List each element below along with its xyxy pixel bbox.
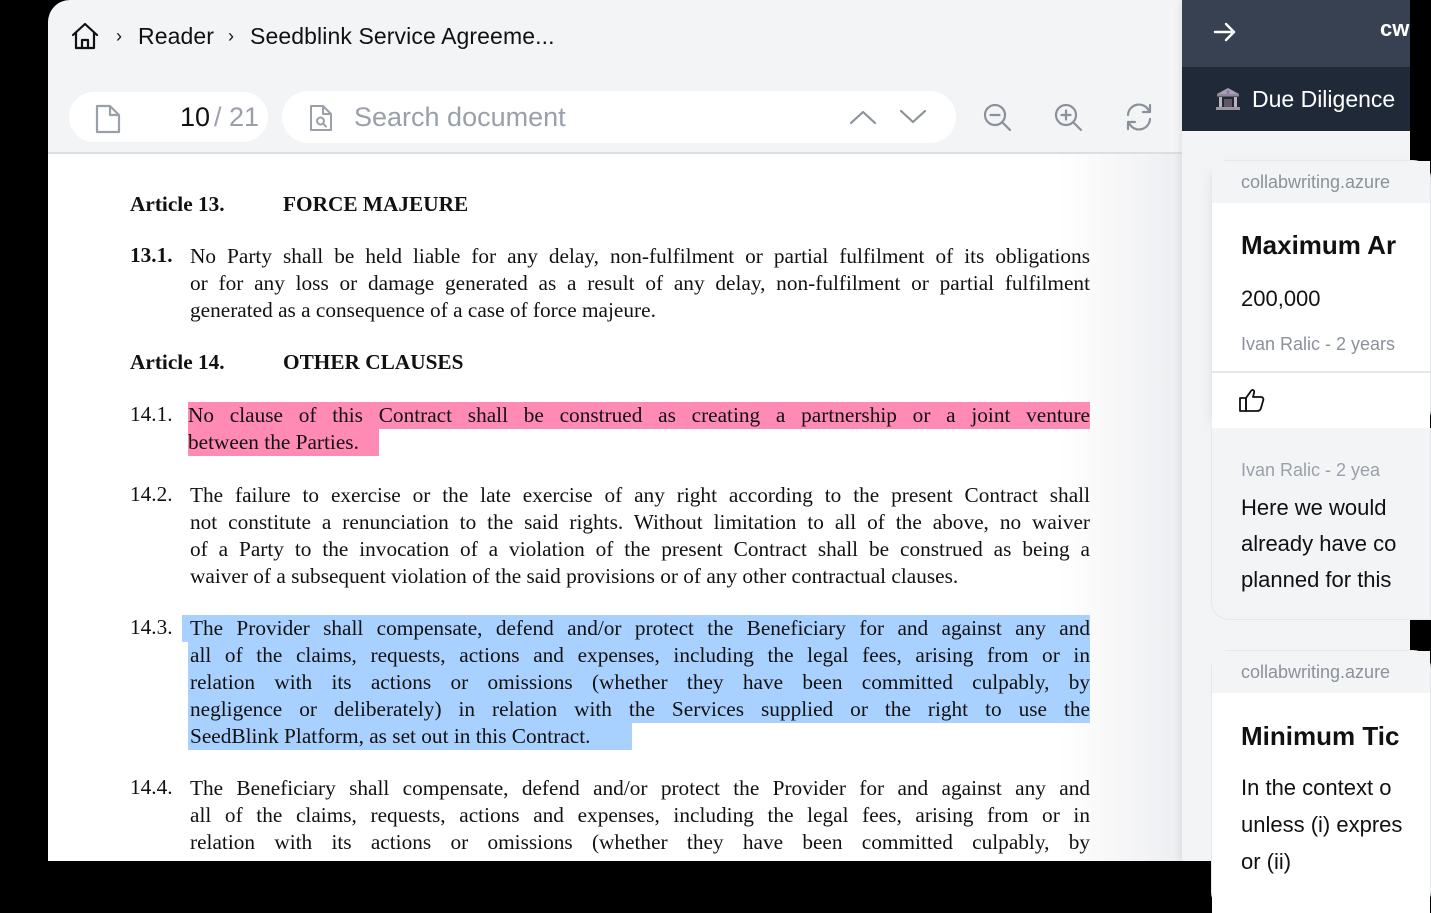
collabwriting-logo: cw (1380, 16, 1410, 41)
bank-building-icon (1215, 86, 1241, 112)
breadcrumb-document-title: Seedblink Service Agreeme... (250, 22, 555, 49)
highlight-line: No clause of this Contract shall be construed as creating a partnership or a joint venture (188, 403, 1090, 427)
clause-line: or for any loss or damage generated as a result of any delay, non-fulfilment or partial fulfilment (190, 271, 1090, 295)
breadcrumb-separator: › (228, 25, 235, 46)
thumbs-up-icon[interactable] (1238, 387, 1266, 417)
clause-line: of a Party to the invocation of a violation of the present Contract shall be construed as being a (190, 537, 1090, 561)
page-current[interactable]: 10 (180, 102, 211, 132)
clause-line: not constitute a renunciation to the said rights. Without limitation to all of the above, no waiver (190, 510, 1090, 534)
card-source[interactable]: collabwriting.azure (1212, 651, 1430, 693)
document-viewer[interactable] (48, 154, 1182, 861)
card-source[interactable]: collabwriting.azure (1212, 161, 1430, 203)
highlight-line: negligence or deliberately) in relation with the Services supplied or the right to use the (190, 697, 1090, 721)
panel-tab-due-diligence[interactable] (1182, 67, 1410, 131)
card-description (1241, 769, 1402, 880)
clause-number: 13.1. (130, 243, 173, 267)
home-icon[interactable] (68, 19, 102, 53)
card-description-line: or (ii) (1241, 849, 1292, 874)
annotation-card[interactable] (1211, 650, 1431, 910)
clause-text[interactable] (190, 482, 1090, 590)
comment-line: already have co (1241, 531, 1397, 556)
clause-number: 14.3. (130, 615, 173, 639)
article-title: FORCE MAJEURE (283, 192, 469, 216)
comment-author-meta: Ivan Ralic - 2 yea (1241, 460, 1381, 480)
card-body (1212, 693, 1430, 913)
page-total: / 21 (214, 102, 260, 132)
document-icon (95, 104, 121, 138)
card-title: Minimum Tic (1241, 721, 1400, 751)
reader-toolbar (48, 90, 1182, 144)
highlighted-clause-text-pink[interactable] (188, 402, 1088, 456)
breadcrumb-separator: › (116, 25, 122, 46)
comment-text (1241, 490, 1396, 598)
clause-line: generated as a consequence of a case of force majeure. (190, 298, 656, 322)
card-author-meta: Ivan Ralic - 2 years (1241, 334, 1396, 354)
card-description-line: unless (i) expres (1241, 812, 1403, 837)
zoom-out-icon[interactable] (980, 100, 1014, 134)
comment-line: planned for this (1241, 567, 1392, 592)
card-body (1212, 203, 1430, 429)
highlight-line: The Provider shall compensate, defend and/or protect the Beneficiary for and against any and (182, 615, 1090, 642)
clause-text[interactable] (190, 775, 1090, 856)
breadcrumb-reader[interactable]: Reader (138, 22, 215, 49)
highlight-line: all of the claims, requests, actions and expenses, including the legal fees, arising from or in (190, 643, 1090, 667)
clause-text[interactable] (190, 243, 1090, 324)
card-description-line: In the context o (1241, 775, 1392, 800)
breadcrumb (68, 18, 555, 54)
tab-label: Due Diligence (1252, 85, 1396, 112)
article-heading (130, 350, 464, 375)
comment-line: Here we would (1241, 495, 1387, 520)
zoom-in-icon[interactable] (1051, 100, 1085, 134)
clause-line: relation with its actions or omissions (whether they have been committed culpably, by (190, 830, 1090, 854)
search-box (282, 91, 956, 143)
clause-number: 14.4. (130, 775, 173, 799)
clause-line: No Party shall be held liable for any delay, non-fulfilment or partial fulfilment of its obligations (190, 244, 1090, 268)
page-indicator[interactable] (69, 92, 268, 142)
article-title: OTHER CLAUSES (283, 350, 464, 374)
annotations-panel (1182, 0, 1410, 874)
panel-header (1182, 0, 1410, 67)
article-number: Article 14. (130, 350, 225, 374)
clause-line: all of the claims, requests, actions and expenses, including the legal fees, arising from or in (190, 803, 1090, 827)
highlight-line: SeedBlink Platform, as set out in this Contract. (188, 723, 632, 750)
previous-result-chevron-up-icon[interactable] (848, 104, 878, 134)
clause-line: The Beneficiary shall compensate, defend and/or protect the Provider for and against any and (190, 776, 1090, 800)
collapse-panel-arrow-right-icon[interactable] (1212, 20, 1238, 48)
article-heading (130, 192, 469, 217)
search-document-icon (308, 104, 334, 136)
comment[interactable] (1211, 428, 1431, 620)
reader-window (48, 0, 1410, 874)
article-number: Article 13. (130, 192, 225, 216)
highlight-line: between the Parties. (188, 429, 379, 456)
card-title: Maximum Ar (1241, 230, 1397, 260)
annotation-card[interactable] (1211, 160, 1431, 428)
card-divider (1212, 371, 1430, 373)
highlight-line: relation with its actions or omissions (whether they have been committed culpably, by (190, 670, 1090, 694)
search-input[interactable] (354, 99, 834, 135)
clause-number: 14.1. (130, 402, 173, 426)
card-value: 200,000 (1241, 286, 1321, 311)
clause-number: 14.2. (130, 482, 173, 506)
clause-line: waiver of a subsequent violation of the said provisions or of any other contractual clauses. (190, 564, 959, 588)
highlighted-clause-text-blue[interactable] (182, 615, 1090, 750)
refresh-icon[interactable] (1122, 100, 1156, 134)
next-result-chevron-down-icon[interactable] (898, 104, 928, 134)
clause-line: The failure to exercise or the late exercise of any right according to the present Contract shall (190, 483, 1090, 507)
